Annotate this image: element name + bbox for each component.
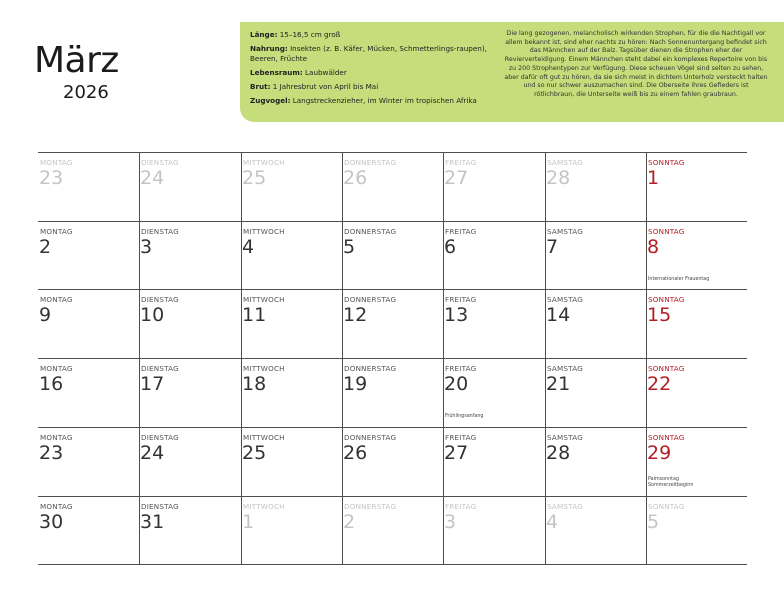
day-number: 24 [140,442,165,464]
day-number: 21 [546,373,571,395]
day-number: 17 [140,373,165,395]
weekday-label: SONNTAG [648,295,685,304]
day-number: 20 [444,373,469,395]
fact-label: Nahrung: [250,43,288,53]
weekday-label: FREITAG [445,433,477,442]
day-number: 5 [343,236,356,258]
fact-label: Zugvogel: [250,96,291,106]
weekday-label: DONNERSTAG [344,158,397,167]
weekday-label: DONNERSTAG [344,502,397,511]
day-cell[interactable] [342,221,442,289]
weekday-label: MITTWOCH [243,158,285,167]
weekday-label: SAMSTAG [547,295,583,304]
day-number: 14 [546,304,571,326]
day-cell[interactable] [646,221,746,289]
day-cell[interactable] [545,221,645,289]
day-cell[interactable] [241,221,341,289]
day-cell[interactable] [443,152,543,220]
day-number: 29 [647,442,672,464]
day-number: 30 [39,511,64,533]
day-cell[interactable] [646,358,746,426]
weekday-label: MITTWOCH [243,502,285,511]
weekday-label: MONTAG [40,502,73,511]
year-title: 2026 [63,82,109,103]
day-cell[interactable] [443,496,543,564]
day-number: 12 [343,304,368,326]
weekday-label: SAMSTAG [547,502,583,511]
day-cell[interactable] [241,289,341,357]
weekday-label: SONNTAG [648,502,685,511]
day-number: 18 [242,373,267,395]
day-cell[interactable] [646,289,746,357]
day-number: 6 [444,236,457,258]
day-number: 1 [242,511,255,533]
holiday-note: Internationaler Frauentag [648,277,710,282]
weekday-label: MITTWOCH [243,295,285,304]
day-cell[interactable] [342,358,442,426]
day-cell[interactable] [38,289,138,357]
fact-label: Länge: [250,30,278,39]
day-number: 10 [140,304,165,326]
day-cell[interactable] [38,358,138,426]
fact-label: Brut: [250,82,271,92]
day-cell[interactable] [646,496,746,564]
day-number: 3 [444,511,457,533]
day-number: 5 [647,511,660,533]
day-cell[interactable] [139,427,239,495]
weekday-label: FREITAG [445,502,477,511]
day-number: 3 [140,236,153,258]
day-number: 31 [140,511,165,533]
weekday-label: DONNERSTAG [344,227,397,236]
fact-breeding [250,82,502,93]
day-cell[interactable] [545,427,645,495]
weekday-label: MONTAG [40,158,73,167]
day-cell[interactable] [241,152,341,220]
day-cell[interactable] [545,358,645,426]
day-number: 25 [242,167,267,189]
weekday-label: DIENSTAG [141,295,179,304]
weekday-label: SAMSTAG [547,158,583,167]
day-cell[interactable] [241,496,341,564]
day-cell[interactable] [646,152,746,220]
day-cell[interactable] [342,152,442,220]
day-cell[interactable] [443,289,543,357]
fact-habitat [250,68,502,79]
day-number: 28 [546,167,571,189]
weekday-label: DIENSTAG [141,433,179,442]
fact-length [250,30,502,41]
weekday-label: MONTAG [40,295,73,304]
day-cell[interactable] [139,358,239,426]
day-cell[interactable] [342,496,442,564]
fact-migration [250,96,502,107]
fact-food [250,44,502,65]
day-number: 27 [444,167,469,189]
day-number: 26 [343,442,368,464]
day-cell[interactable] [342,427,442,495]
day-cell[interactable] [241,427,341,495]
weekday-label: DIENSTAG [141,227,179,236]
species-description: Die lang gezogenen, melancholisch wirkenden Strophen, für die die Nachtigall vor allem bekannt ist, sind eher nachts zu hören: Nach Sonnenuntergang befindet sich das Männchen auf der Balz. Tagsüber dienen die Strophen eher der Revierverteidigung. Einem Männchen steht dabei ein komplexes Repertoire von bis zu 200 Strophentypen zur Verfügung. Diese scheuen Vögel sind selten zu sehen, aber dafür oft gut zu hören, da sie sich meist in dichtem Unterholz versteckt halten und so nur schwer auszumachen sind. Die Oberseite ihres Gefieders ist rötlichbraun, die Unterseite weiß bis zu einem fahlen graubraun. [504,30,768,98]
weekday-label: DONNERSTAG [344,295,397,304]
day-cell[interactable] [545,152,645,220]
day-cell[interactable] [646,427,746,495]
weekday-label: FREITAG [445,364,477,373]
day-number: 9 [39,304,52,326]
day-cell[interactable] [38,221,138,289]
weekday-label: MONTAG [40,364,73,373]
day-cell[interactable] [139,496,239,564]
day-cell[interactable] [342,289,442,357]
holiday-note: Palmsonntag Sommerzeitbeginn [648,477,694,488]
weekday-label: MITTWOCH [243,364,285,373]
day-number: 4 [242,236,255,258]
day-number: 11 [242,304,267,326]
month-title: März [34,40,119,81]
day-number: 25 [242,442,267,464]
day-cell[interactable] [443,221,543,289]
weekday-label: FREITAG [445,295,477,304]
fact-text: Laubwälder [302,68,347,78]
weekday-label: SONNTAG [648,158,685,167]
day-number: 23 [39,167,64,189]
day-number: 8 [647,236,660,258]
weekday-label: SAMSTAG [547,433,583,442]
day-cell[interactable] [139,289,239,357]
weekday-label: SONNTAG [648,227,685,236]
day-cell[interactable] [545,496,645,564]
weekday-label: SONNTAG [648,433,685,442]
weekday-label: SAMSTAG [547,364,583,373]
fact-text: Insekten (z. B. Käfer, Mücken, Schmetterlings-raupen), Beeren, Früchte [250,43,487,64]
grid-hline [38,564,747,565]
fact-text: Langstreckenzieher, im Winter im tropischen Afrika [290,96,477,106]
day-number: 23 [39,442,64,464]
day-number: 28 [546,442,571,464]
weekday-label: DIENSTAG [141,364,179,373]
weekday-label: MONTAG [40,433,73,442]
day-number: 22 [647,373,672,395]
species-facts [250,30,502,110]
day-number: 26 [343,167,368,189]
day-number: 16 [39,373,64,395]
weekday-label: FREITAG [445,227,477,236]
day-cell[interactable] [545,289,645,357]
day-number: 2 [39,236,52,258]
day-number: 2 [343,511,356,533]
day-cell[interactable] [38,152,138,220]
fact-text: 1 Jahresbrut von April bis Mai [270,82,379,92]
day-cell[interactable] [443,427,543,495]
day-cell[interactable] [139,221,239,289]
day-number: 24 [140,167,165,189]
day-cell[interactable] [38,496,138,564]
day-number: 1 [647,167,660,189]
weekday-label: DIENSTAG [141,502,179,511]
species-info-box [240,22,784,122]
day-number: 27 [444,442,469,464]
fact-text: 15–16,5 cm groß [277,30,341,39]
weekday-label: MONTAG [40,227,73,236]
weekday-label: MITTWOCH [243,227,285,236]
weekday-label: SAMSTAG [547,227,583,236]
fact-label: Lebensraum: [250,68,303,78]
day-number: 15 [647,304,672,326]
weekday-label: DONNERSTAG [344,433,397,442]
day-number: 4 [546,511,559,533]
weekday-label: MITTWOCH [243,433,285,442]
holiday-note: Frühlingsanfang [445,414,484,419]
weekday-label: DONNERSTAG [344,364,397,373]
day-cell[interactable] [38,427,138,495]
day-cell[interactable] [443,358,543,426]
weekday-label: FREITAG [445,158,477,167]
day-number: 19 [343,373,368,395]
day-cell[interactable] [241,358,341,426]
weekday-label: SONNTAG [648,364,685,373]
day-number: 13 [444,304,469,326]
weekday-label: DIENSTAG [141,158,179,167]
page-header [0,0,784,140]
day-number: 7 [546,236,559,258]
day-cell[interactable] [139,152,239,220]
